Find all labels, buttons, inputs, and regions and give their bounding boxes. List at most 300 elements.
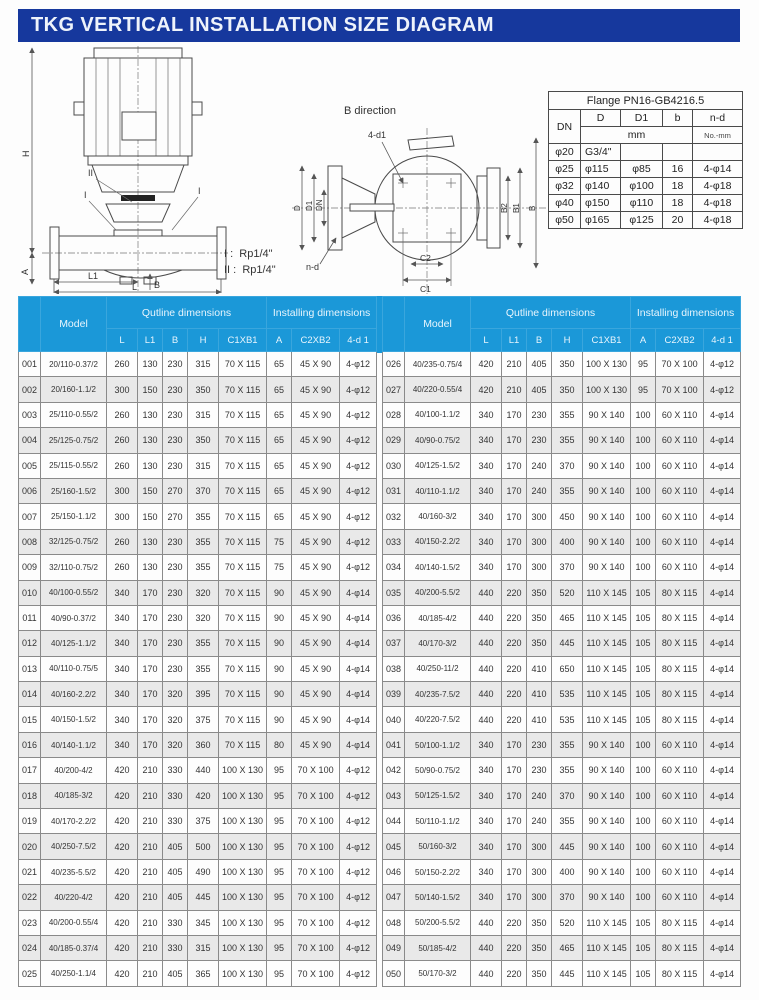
value-cell: 4-φ14	[704, 885, 741, 910]
value-cell: 4-φ12	[340, 783, 377, 808]
value-cell: 4-φ14	[704, 555, 741, 580]
model-cell: 40/200-0.55/4	[41, 910, 107, 935]
dim-label-c1: C1	[420, 284, 431, 294]
row-number-cell: 038	[383, 656, 405, 681]
value-cell: 70 X 100	[656, 377, 704, 402]
value-cell: 230	[163, 352, 188, 377]
value-cell: 4-φ14	[704, 758, 741, 783]
table-row	[383, 478, 741, 503]
row-number-cell: 035	[383, 580, 405, 605]
table-row	[19, 504, 377, 529]
value-cell: 70 X 100	[292, 809, 340, 834]
value-cell: 130	[138, 352, 163, 377]
value-cell: 60 X 110	[656, 885, 704, 910]
table-row	[19, 605, 377, 630]
table-row	[383, 809, 741, 834]
value-cell: 315	[188, 402, 219, 427]
model-cell: 50/160-3/2	[405, 834, 471, 859]
value-cell: 70 X 115	[219, 682, 267, 707]
row-number-cell: 020	[19, 834, 41, 859]
row-number-cell: 008	[19, 529, 41, 554]
value-cell: 4-φ12	[340, 961, 377, 986]
value-cell: 100 X 130	[219, 961, 267, 986]
value-cell: 100	[631, 885, 656, 910]
model-cell: 40/150-1.5/2	[41, 707, 107, 732]
model-cell: 40/110-1.1/2	[405, 478, 471, 503]
value-cell: 340	[471, 478, 502, 503]
dim-label-l: L	[132, 282, 138, 292]
value-cell: 365	[188, 961, 219, 986]
value-cell: 60 X 110	[656, 859, 704, 884]
value-cell: 4-φ18	[693, 178, 743, 195]
value-cell: 370	[188, 478, 219, 503]
value-cell: 60 X 110	[656, 758, 704, 783]
value-cell: 345	[188, 910, 219, 935]
row-number-cell: 004	[19, 428, 41, 453]
table-row	[19, 707, 377, 732]
value-cell: 4-φ14	[704, 859, 741, 884]
col-header: 4-d 1	[340, 329, 377, 352]
table-row	[19, 758, 377, 783]
value-cell: 405	[163, 885, 188, 910]
value-cell: 80 X 115	[656, 605, 704, 630]
value-cell	[693, 144, 743, 161]
model-cell: 40/185-0.37/4	[41, 935, 107, 960]
value-cell: 170	[502, 504, 527, 529]
value-cell: 95	[267, 834, 292, 859]
value-cell: 170	[502, 555, 527, 580]
flange-col-dn: DN	[549, 110, 581, 144]
table-row	[19, 453, 377, 478]
model-cell: 25/150-1.1/2	[41, 504, 107, 529]
value-cell: 65	[267, 377, 292, 402]
value-cell: 90 X 140	[583, 453, 631, 478]
value-cell: 90 X 140	[583, 758, 631, 783]
value-cell: 90 X 140	[583, 555, 631, 580]
table-row	[383, 885, 741, 910]
table-row	[19, 352, 377, 377]
model-cell: 40/200-5.5/2	[405, 580, 471, 605]
value-cell: 4-φ14	[704, 707, 741, 732]
model-cell: 25/160-1.5/2	[41, 478, 107, 503]
value-cell: 420	[107, 910, 138, 935]
table-header-row	[383, 297, 741, 329]
value-cell: 70 X 115	[219, 352, 267, 377]
table-row	[383, 428, 741, 453]
value-cell: 340	[107, 580, 138, 605]
value-cell: 90 X 140	[583, 859, 631, 884]
table-row	[19, 631, 377, 656]
value-cell: 110 X 145	[583, 656, 631, 681]
value-cell: 355	[552, 428, 583, 453]
row-number-cell: 050	[383, 961, 405, 986]
value-cell: 105	[631, 935, 656, 960]
value-cell: 170	[138, 580, 163, 605]
model-cell: G3/4"	[581, 144, 621, 161]
value-cell: 130	[138, 555, 163, 580]
model-cell: 40/250-1.1/4	[41, 961, 107, 986]
value-cell: 410	[527, 682, 552, 707]
value-cell: 4-φ12	[704, 377, 741, 402]
table-row	[19, 809, 377, 834]
value-cell: 340	[471, 783, 502, 808]
value-cell: 95	[267, 885, 292, 910]
value-cell: 420	[471, 377, 502, 402]
value-cell: 45 X 90	[292, 555, 340, 580]
value-cell: 4-φ14	[340, 631, 377, 656]
value-cell: 300	[527, 859, 552, 884]
value-cell: 440	[471, 935, 502, 960]
value-cell: 60 X 110	[656, 555, 704, 580]
model-cell: 25/125-0.75/2	[41, 428, 107, 453]
value-cell: 70 X 100	[292, 758, 340, 783]
value-cell: 375	[188, 809, 219, 834]
table-row	[19, 859, 377, 884]
value-cell: 340	[107, 707, 138, 732]
value-cell: 220	[502, 682, 527, 707]
model-cell: 25/110-0.55/2	[41, 402, 107, 427]
value-cell: 210	[502, 352, 527, 377]
value-cell: 4-φ14	[704, 453, 741, 478]
value-cell: 130	[138, 529, 163, 554]
table-row	[19, 656, 377, 681]
value-cell: 355	[188, 504, 219, 529]
value-cell: 100	[631, 428, 656, 453]
value-cell: 355	[188, 656, 219, 681]
value-cell: 90 X 140	[583, 402, 631, 427]
value-cell: 70 X 115	[219, 605, 267, 630]
value-cell: 340	[107, 656, 138, 681]
row-number-cell: 012	[19, 631, 41, 656]
value-cell: 4-φ14	[340, 682, 377, 707]
value-cell: 45 X 90	[292, 504, 340, 529]
value-cell: 95	[267, 935, 292, 960]
value-cell: 170	[502, 809, 527, 834]
value-cell: 4-φ14	[340, 580, 377, 605]
value-cell: 4-φ14	[704, 478, 741, 503]
value-cell: 70 X 100	[292, 859, 340, 884]
row-number-cell: φ25	[549, 161, 581, 178]
value-cell: 105	[631, 707, 656, 732]
value-cell: 405	[163, 961, 188, 986]
row-number-cell: 015	[19, 707, 41, 732]
value-cell: 405	[527, 377, 552, 402]
b-direction-title: B direction	[344, 105, 396, 117]
value-cell: 65	[267, 478, 292, 503]
value-cell: 220	[502, 961, 527, 986]
value-cell: 4-φ12	[340, 428, 377, 453]
port-label-i-left: I	[84, 190, 87, 200]
row-number-cell: 005	[19, 453, 41, 478]
dimension-table-right-body	[383, 352, 741, 987]
value-cell: 405	[527, 352, 552, 377]
value-cell: 300	[527, 885, 552, 910]
value-cell: 4-φ14	[693, 161, 743, 178]
flange-title-row	[549, 92, 743, 110]
value-cell: 330	[163, 758, 188, 783]
value-cell: 170	[502, 453, 527, 478]
value-cell: 420	[107, 809, 138, 834]
model-cell: 40/100-1.1/2	[405, 402, 471, 427]
value-cell: 210	[138, 834, 163, 859]
model-cell: 40/250-11/2	[405, 656, 471, 681]
value-cell: 340	[471, 859, 502, 884]
value-cell: 330	[163, 809, 188, 834]
value-cell: 230	[527, 758, 552, 783]
row-number-cell: 001	[19, 352, 41, 377]
value-cell: 110 X 145	[583, 961, 631, 986]
value-cell: 4-φ12	[340, 809, 377, 834]
value-cell: 100 X 130	[219, 885, 267, 910]
model-cell: 32/125-0.75/2	[41, 529, 107, 554]
value-cell: 65	[267, 504, 292, 529]
value-cell: 45 X 90	[292, 352, 340, 377]
model-cell: 50/200-5.5/2	[405, 910, 471, 935]
value-cell: 90 X 140	[583, 732, 631, 757]
row-number-cell: 045	[383, 834, 405, 859]
row-number-cell: 028	[383, 402, 405, 427]
value-cell: 440	[471, 707, 502, 732]
value-cell: 420	[107, 885, 138, 910]
row-number-cell: 017	[19, 758, 41, 783]
value-cell: 170	[138, 682, 163, 707]
table-row	[383, 605, 741, 630]
value-cell: 350	[552, 377, 583, 402]
value-cell: 4-φ12	[340, 377, 377, 402]
value-cell: 70 X 115	[219, 504, 267, 529]
model-cell: 20/110-0.37/2	[41, 352, 107, 377]
value-cell: 170	[502, 859, 527, 884]
value-cell: 100	[631, 783, 656, 808]
value-cell: 260	[107, 453, 138, 478]
model-cell: 40/150-2.2/2	[405, 529, 471, 554]
table-row	[383, 682, 741, 707]
value-cell: 170	[502, 758, 527, 783]
row-number-cell: 027	[383, 377, 405, 402]
value-cell: 170	[502, 732, 527, 757]
value-cell: 4-φ14	[704, 656, 741, 681]
model-cell: 40/90-0.37/2	[41, 605, 107, 630]
value-cell: 170	[502, 428, 527, 453]
col-header: 4-d 1	[704, 329, 741, 352]
value-cell: 465	[552, 935, 583, 960]
row-number-cell: 007	[19, 504, 41, 529]
value-cell: 4-φ14	[704, 961, 741, 986]
value-cell: 70 X 100	[292, 935, 340, 960]
table-row	[19, 555, 377, 580]
value-cell: 210	[138, 758, 163, 783]
value-cell: 230	[163, 428, 188, 453]
value-cell: 210	[138, 885, 163, 910]
value-cell: 80 X 115	[656, 910, 704, 935]
table-row	[19, 783, 377, 808]
table-row	[19, 377, 377, 402]
value-cell: 230	[527, 428, 552, 453]
value-cell: 220	[502, 631, 527, 656]
value-cell: 4-φ14	[704, 580, 741, 605]
flange-header-row	[549, 110, 743, 127]
table-row	[383, 961, 741, 986]
table-row	[383, 377, 741, 402]
model-cell: 40/235-0.75/4	[405, 352, 471, 377]
model-cell: 40/235-7.5/2	[405, 682, 471, 707]
value-cell: 90 X 140	[583, 504, 631, 529]
value-cell: 4-φ18	[693, 212, 743, 229]
table-row	[383, 910, 741, 935]
value-cell: 4-φ14	[340, 732, 377, 757]
row-number-cell: 041	[383, 732, 405, 757]
model-cell: 40/110-0.75/5	[41, 656, 107, 681]
table-row	[383, 656, 741, 681]
value-cell: 65	[267, 453, 292, 478]
table-row	[383, 732, 741, 757]
col-header: H	[188, 329, 219, 352]
value-cell: 370	[552, 453, 583, 478]
value-cell: 150	[138, 478, 163, 503]
value-cell: 230	[527, 402, 552, 427]
value-cell: 440	[471, 631, 502, 656]
value-cell: 130	[138, 453, 163, 478]
value-cell: 100 X 130	[219, 859, 267, 884]
table-row	[383, 504, 741, 529]
row-number-cell: φ40	[549, 195, 581, 212]
value-cell: 95	[267, 758, 292, 783]
value-cell: 230	[163, 377, 188, 402]
row-number-cell: 039	[383, 682, 405, 707]
value-cell: 330	[163, 910, 188, 935]
value-cell: 370	[552, 555, 583, 580]
col-header: L1	[138, 329, 163, 352]
row-number-header	[19, 297, 41, 352]
value-cell: 95	[267, 859, 292, 884]
table-row	[19, 428, 377, 453]
value-cell: 110 X 145	[583, 682, 631, 707]
value-cell: 45 X 90	[292, 453, 340, 478]
value-cell: 340	[471, 809, 502, 834]
row-number-cell: 037	[383, 631, 405, 656]
value-cell: 300	[107, 377, 138, 402]
value-cell: 4-φ14	[704, 428, 741, 453]
value-cell: 95	[631, 377, 656, 402]
value-cell: 230	[163, 402, 188, 427]
value-cell: 80	[267, 732, 292, 757]
row-number-cell: 048	[383, 910, 405, 935]
value-cell: 75	[267, 529, 292, 554]
model-cell: 40/140-1.5/2	[405, 555, 471, 580]
value-cell: 4-φ14	[704, 504, 741, 529]
value-cell: 4-φ14	[704, 402, 741, 427]
value-cell: 130	[138, 428, 163, 453]
value-cell: 100	[631, 453, 656, 478]
value-cell: 100 X 130	[219, 935, 267, 960]
value-cell: 355	[552, 732, 583, 757]
row-number-cell: 042	[383, 758, 405, 783]
value-cell: 170	[138, 631, 163, 656]
value-cell: 170	[502, 885, 527, 910]
row-number-cell: 022	[19, 885, 41, 910]
value-cell: 170	[138, 707, 163, 732]
model-cell: 40/235-5.5/2	[41, 859, 107, 884]
value-cell: 60 X 110	[656, 402, 704, 427]
value-cell: 100	[631, 834, 656, 859]
value-cell: 4-φ12	[340, 529, 377, 554]
value-cell: 420	[107, 834, 138, 859]
value-cell: 100	[631, 402, 656, 427]
model-cell: 40/125-1.5/2	[405, 453, 471, 478]
table-row	[383, 859, 741, 884]
value-cell: 45 X 90	[292, 656, 340, 681]
model-cell: φ115	[581, 161, 621, 178]
col-header: C1XB1	[583, 329, 631, 352]
row-number-header	[383, 297, 405, 352]
value-cell: 80 X 115	[656, 580, 704, 605]
model-cell: 40/185-4/2	[405, 605, 471, 630]
value-cell: 4-φ12	[340, 834, 377, 859]
value-cell: 350	[188, 377, 219, 402]
table-row	[383, 352, 741, 377]
value-cell: 90	[267, 707, 292, 732]
value-cell: 45 X 90	[292, 707, 340, 732]
value-cell: 80 X 115	[656, 631, 704, 656]
model-cell: 40/160-3/2	[405, 504, 471, 529]
row-number-cell: 032	[383, 504, 405, 529]
row-number-cell: 029	[383, 428, 405, 453]
value-cell: 105	[631, 580, 656, 605]
port-label-ii: II	[88, 168, 94, 178]
value-cell: 170	[138, 605, 163, 630]
model-header: Model	[41, 297, 107, 352]
value-cell: 80 X 115	[656, 656, 704, 681]
value-cell: 4-φ14	[704, 732, 741, 757]
value-cell: 170	[502, 402, 527, 427]
value-cell: 100 X 130	[583, 377, 631, 402]
value-cell: 355	[188, 631, 219, 656]
value-cell: 320	[163, 707, 188, 732]
table-row	[19, 682, 377, 707]
value-cell: 445	[188, 885, 219, 910]
value-cell: 260	[107, 352, 138, 377]
value-cell: 240	[527, 478, 552, 503]
value-cell: 355	[188, 555, 219, 580]
value-cell: 45 X 90	[292, 631, 340, 656]
pump-front-view-diagram	[20, 46, 258, 294]
value-cell: 315	[188, 935, 219, 960]
value-cell: 445	[552, 961, 583, 986]
value-cell: 320	[188, 605, 219, 630]
row-number-cell: 002	[19, 377, 41, 402]
value-cell: 320	[188, 580, 219, 605]
table-row	[19, 910, 377, 935]
value-cell: 375	[188, 707, 219, 732]
value-cell: 70 X 115	[219, 402, 267, 427]
value-cell: 440	[471, 656, 502, 681]
value-cell: 4-φ12	[340, 453, 377, 478]
row-number-cell: 025	[19, 961, 41, 986]
model-cell: 50/110-1.1/2	[405, 809, 471, 834]
value-cell: 45 X 90	[292, 402, 340, 427]
note-line-1: I : Rp1/4"	[224, 248, 273, 260]
model-cell: 40/200-4/2	[41, 758, 107, 783]
value-cell: 320	[163, 732, 188, 757]
value-cell: 340	[107, 682, 138, 707]
value-cell: 350	[527, 961, 552, 986]
table-row	[549, 144, 743, 161]
value-cell: 90	[267, 580, 292, 605]
value-cell: 4-φ12	[340, 352, 377, 377]
value-cell: 210	[138, 935, 163, 960]
model-cell: 40/185-3/2	[41, 783, 107, 808]
dimension-table-left	[18, 296, 377, 987]
